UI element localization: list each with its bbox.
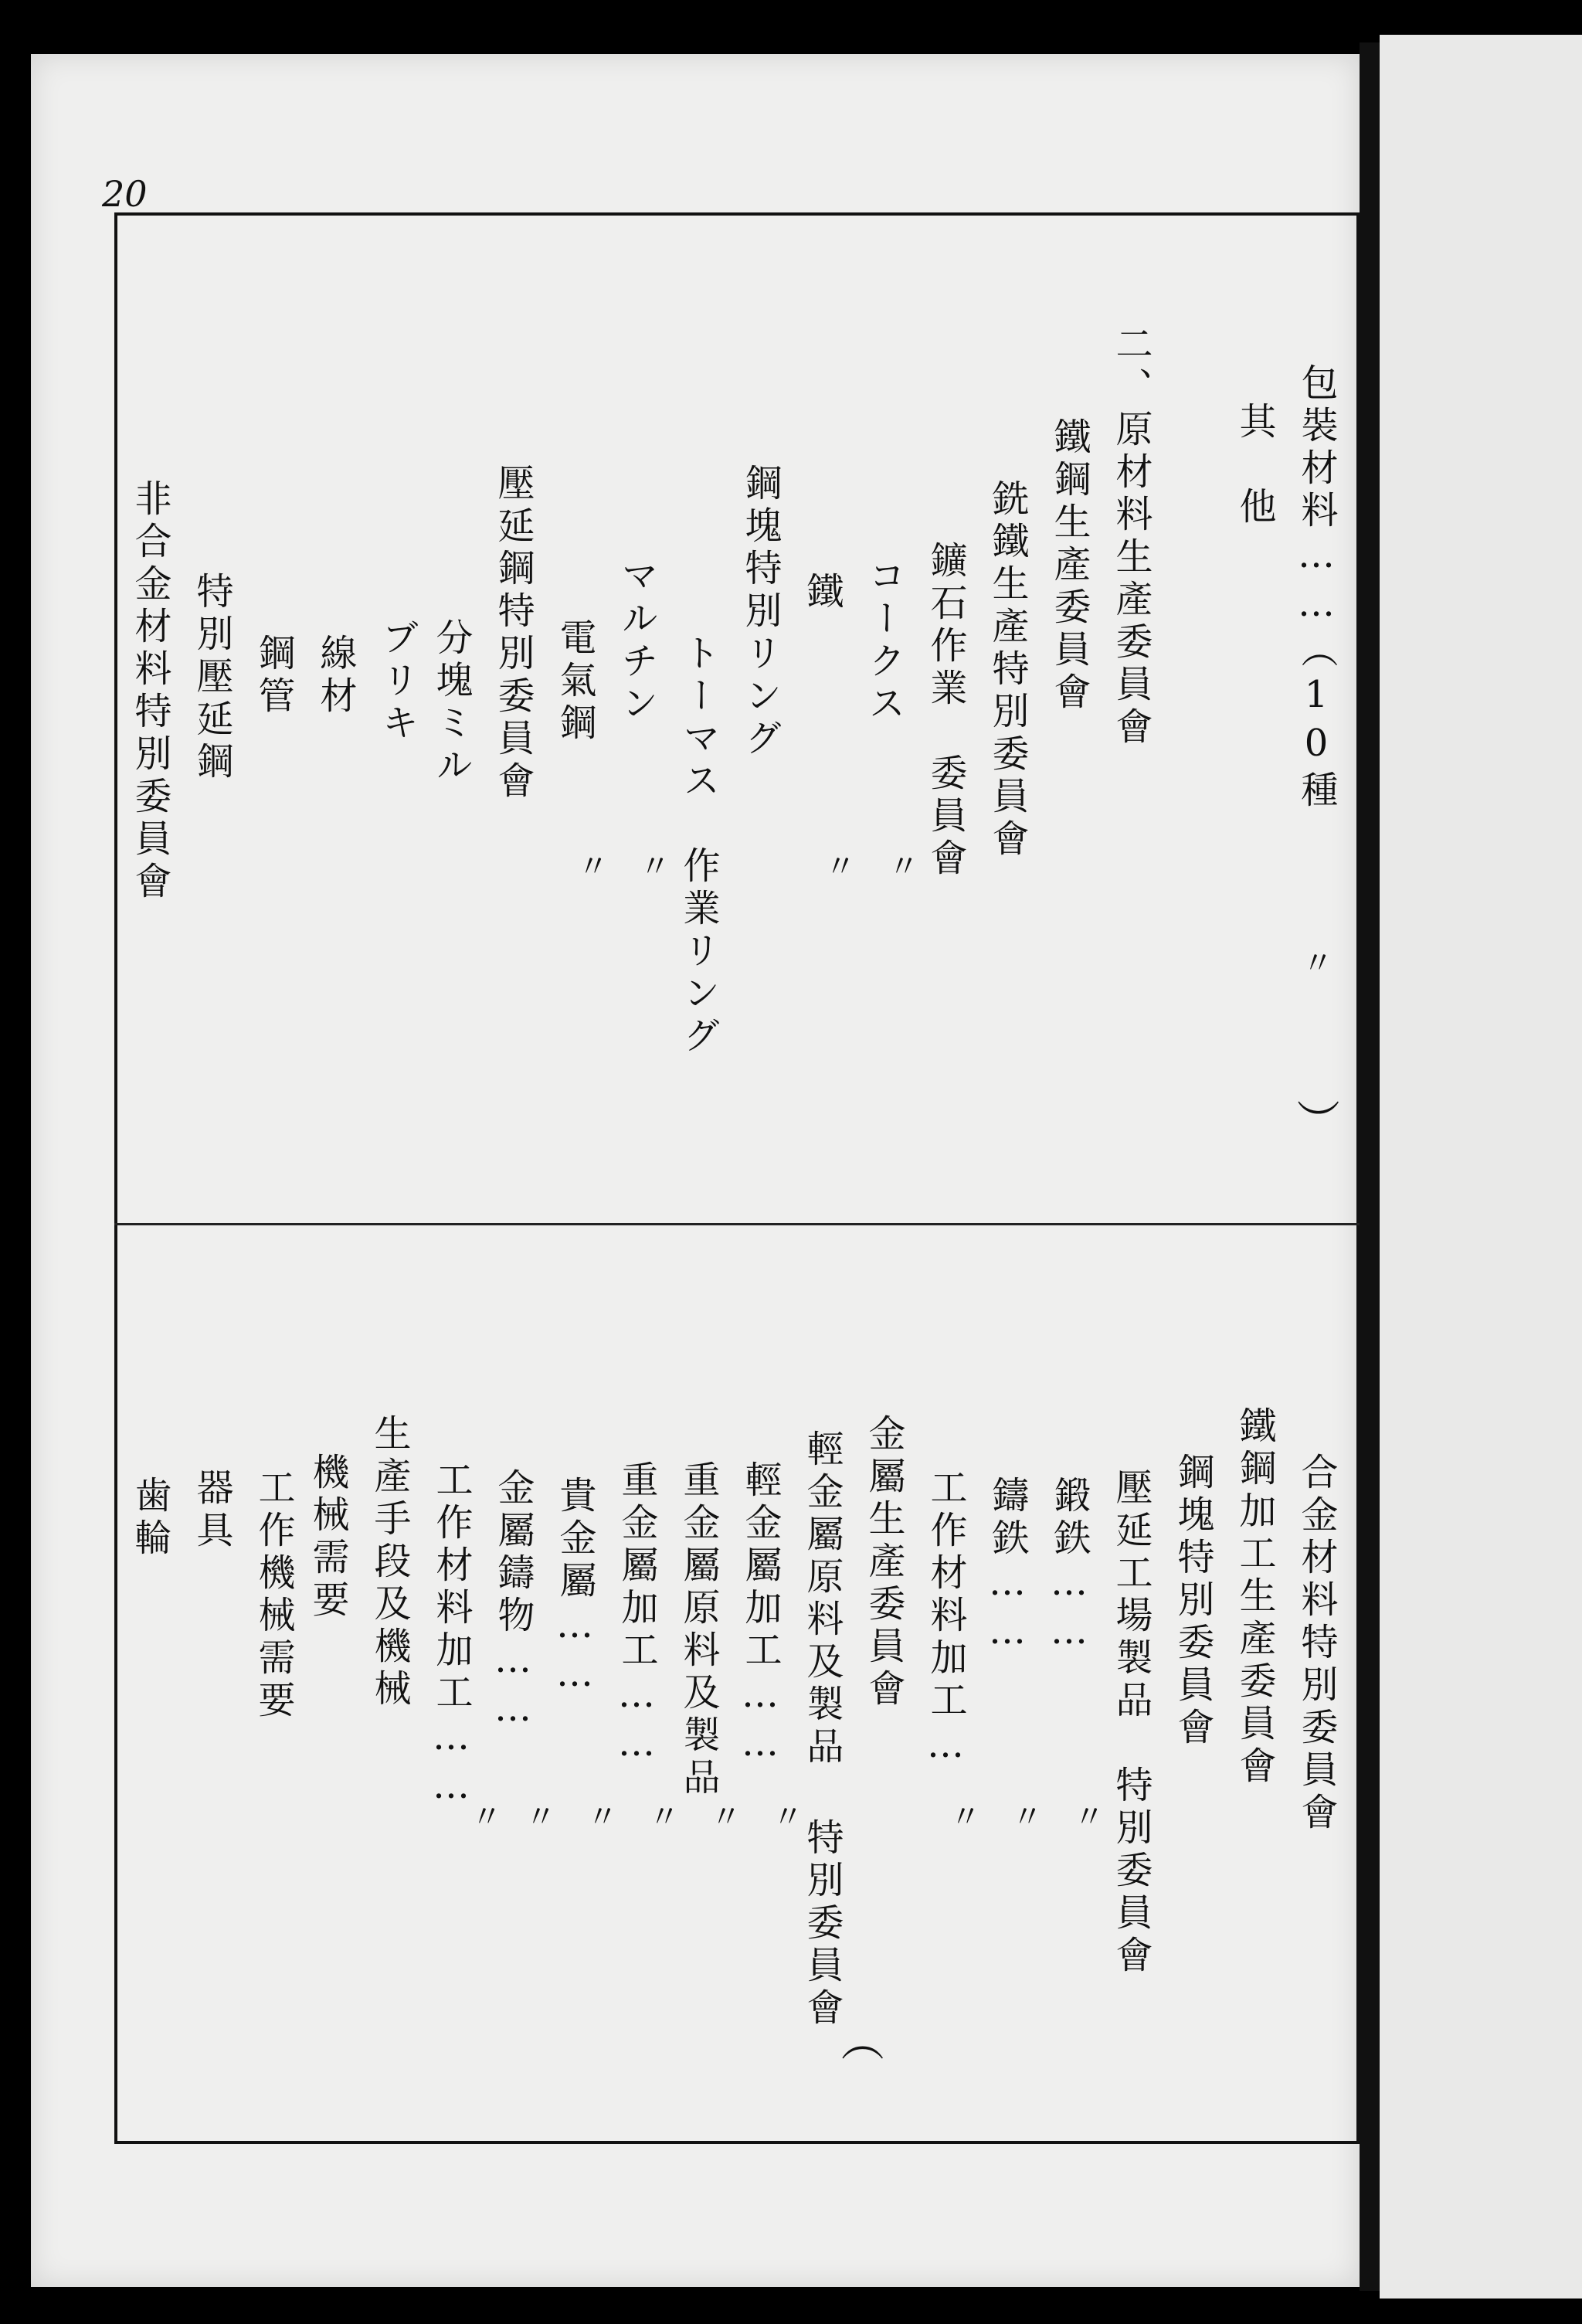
lower-col-14: 金屬鑄物…… bbox=[491, 1468, 535, 1735]
upper-col-14: 分塊ミル bbox=[429, 618, 473, 788]
upper-col-9: 鋼塊特別リング bbox=[738, 464, 782, 761]
ditto-mark: 〃 bbox=[1302, 946, 1333, 981]
upper-col-11: マルチン bbox=[615, 556, 658, 726]
lower-col-19: 器具 bbox=[190, 1468, 233, 1553]
upper-col-17: 鋼管 bbox=[252, 634, 295, 719]
table-frame bbox=[114, 212, 1360, 2144]
upper-col-2: 其 他 bbox=[1233, 402, 1276, 529]
ditto-mark: 〃 bbox=[711, 1799, 742, 1835]
ditto-mark: 〃 bbox=[525, 1799, 556, 1835]
lower-col-8: 金屬生產委員會 bbox=[862, 1414, 905, 1711]
upper-col-1: 包裝材料……（10種 bbox=[1295, 363, 1338, 813]
book-spine bbox=[1360, 42, 1380, 2291]
ditto-mark: 〃 bbox=[649, 1799, 680, 1835]
lower-col-11: 重金屬原料及製品 bbox=[677, 1460, 720, 1800]
lower-col-17: 機械需要 bbox=[306, 1452, 349, 1622]
lower-col-20: 歯輪 bbox=[128, 1476, 171, 1561]
ditto-mark: 〃 bbox=[587, 1799, 618, 1835]
upper-col-8: 鐵 bbox=[800, 572, 844, 614]
upper-col-6: 鑛石作業 委員會 bbox=[924, 541, 967, 881]
ditto-mark: 〃 bbox=[825, 849, 856, 885]
open-bracket: （ bbox=[835, 2018, 885, 2061]
upper-col-19: 非合金材料特別委員會 bbox=[128, 479, 171, 904]
lower-col-9: 輕金屬原料及製品 特別委員會 bbox=[800, 1429, 844, 2030]
ditto-mark: 〃 bbox=[578, 849, 609, 885]
upper-col-7: コークス bbox=[862, 556, 905, 726]
ditto-mark: 〃 bbox=[888, 849, 919, 885]
upper-col-12: 電氣鋼 bbox=[553, 618, 596, 746]
lower-col-4: 壓延工場製品 特別委員會 bbox=[1109, 1468, 1153, 1978]
upper-col-5: 銑鐵生產特別委員會 bbox=[986, 479, 1029, 861]
lower-col-15: 工作材料加工…… bbox=[429, 1460, 473, 1813]
ditto-mark: 〃 bbox=[950, 1799, 981, 1835]
upper-col-18: 特別壓延鋼 bbox=[190, 572, 233, 784]
lower-col-18: 工作機械需要 bbox=[252, 1468, 295, 1723]
ditto-mark: 〃 bbox=[1012, 1799, 1043, 1835]
lower-col-2: 鐵鋼加工生產委員會 bbox=[1233, 1406, 1276, 1789]
adjacent-page bbox=[1380, 35, 1582, 2299]
lower-col-5: 鍛鉄…… bbox=[1047, 1476, 1091, 1658]
section-divider bbox=[114, 1223, 1360, 1225]
lower-col-13: 貴金屬…… bbox=[553, 1476, 596, 1701]
close-bracket: ） bbox=[1291, 1099, 1341, 1142]
lower-col-3: 鋼塊特別委員會 bbox=[1171, 1452, 1214, 1750]
ditto-mark: 〃 bbox=[640, 849, 670, 885]
upper-col-10: トーマス 作業リング bbox=[677, 634, 720, 1058]
ditto-mark: 〃 bbox=[772, 1799, 803, 1835]
lower-col-10: 輕金屬加工…… bbox=[738, 1460, 782, 1770]
lower-col-16: 生產手段及機械 bbox=[368, 1414, 411, 1711]
lower-col-12: 重金屬加工…… bbox=[615, 1460, 658, 1770]
lower-col-7: 工作材料加工… bbox=[924, 1468, 967, 1772]
lower-col-1: 合金材料特別委員會 bbox=[1295, 1452, 1338, 1835]
upper-col-16: 線材 bbox=[314, 634, 357, 719]
ditto-mark: 〃 bbox=[1074, 1799, 1105, 1835]
ditto-mark: 〃 bbox=[471, 1799, 502, 1835]
upper-col-4: 鐵鋼生產委員會 bbox=[1047, 417, 1091, 715]
upper-col-3: 二、原材料生產委員會 bbox=[1109, 324, 1153, 749]
page-number: 20 bbox=[102, 173, 148, 215]
upper-col-13: 壓延鋼特別委員會 bbox=[491, 464, 535, 804]
lower-col-6: 鑄鉄…… bbox=[986, 1476, 1029, 1658]
upper-col-15: ブリキ bbox=[375, 618, 419, 746]
